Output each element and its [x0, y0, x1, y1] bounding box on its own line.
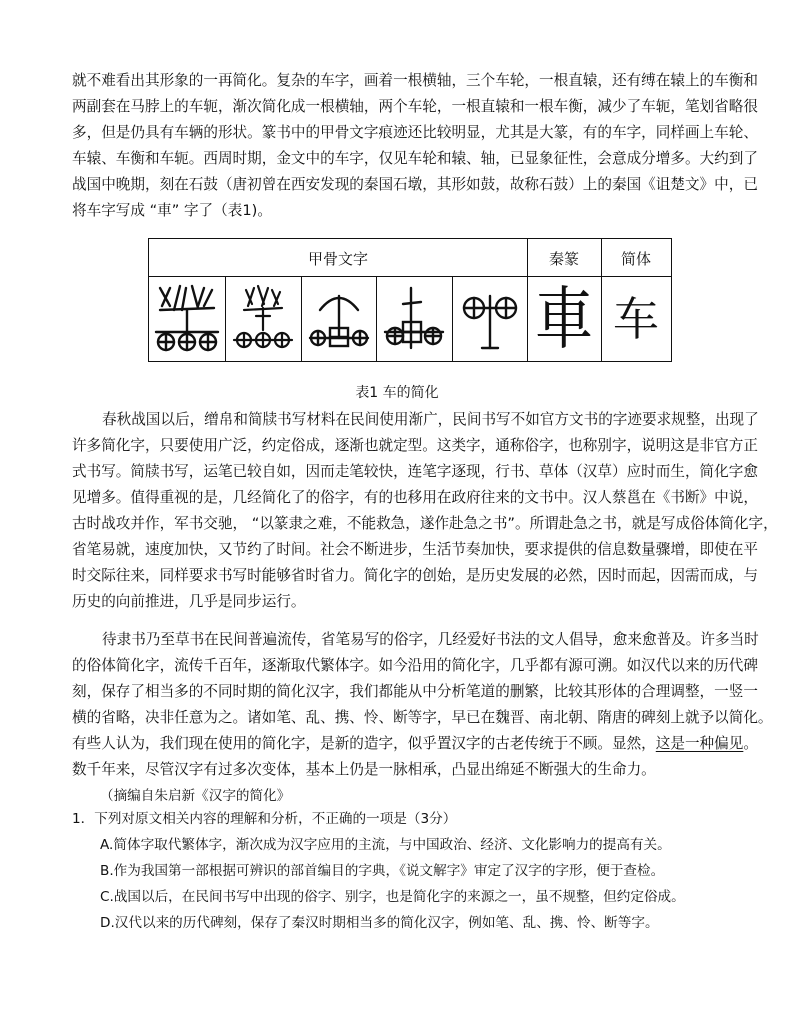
oracle-glyph-1 [149, 277, 225, 361]
option-c[interactable]: C.战国以后，在民间书写中出现的俗字、别字，也是简化字的来源之一，虽不规整，但约定俗成。 [100, 889, 685, 905]
seal-char: 車 [534, 278, 593, 360]
text-line: 省笔易就，速度加快，又节约了时间。社会不断进步，生活节奏加快，要求提供的信息数量骤增，即使在平 [72, 541, 758, 558]
underlined-phrase: 这是一种偏见 [655, 735, 744, 752]
simple-char: 车 [613, 292, 659, 346]
paragraph-3 [72, 627, 773, 783]
question-1 [72, 806, 732, 936]
text-line: 车辕、车衡和车轭。西周时期，金文中的车字，仅见车轮和辕、轴，已显象征性，会意成分增多。大约到了 [72, 150, 758, 167]
text-line: 许多简化字，只要使用广泛，约定俗成，逐渐也就定型。这类字，通称俗字，也称别字，说明这是非官方正 [72, 437, 758, 454]
text-line: 多，但是仍具有车辆的形状。篆书中的甲骨文字痕迹还比较明显，尤其是大篆，有的车字，同样画上车轮、 [72, 124, 758, 141]
text-line: 见增多。值得重视的是，几经简化了的俗字，有的也移用在政府往来的文书中。汉人蔡邕在《书断》中说， [72, 489, 758, 506]
option-a[interactable]: A.简体字取代繁体字，渐次成为汉字应用的主流，与中国政治、经济、文化影响力的提高有关。 [100, 837, 671, 853]
text-line: 历史的向前推进，几乎是同步运行。 [72, 593, 306, 610]
text-line: 横的省略，决非任意为之。诸如笔、乱、携、怜、断等字，早已在魏晋、南北朝、隋唐的碑刻上就予以简化。 [72, 709, 773, 726]
header-seal: 秦篆 [548, 249, 579, 268]
question-stem: 1．下列对原文相关内容的理解和分析，不正确的一项是（3分） [72, 811, 457, 827]
top-paragraph [72, 68, 758, 224]
text-line: 将车字写成 “車” 字了（表1)。 [72, 202, 272, 219]
header-oracle-bone: 甲骨文字 [307, 249, 368, 268]
text-line: 两副套在马脖上的车轭，渐次简化成一根横轴，两个车轮，一根直辕和一根车衡，减少了车轭，笔划省略很 [72, 98, 758, 115]
source-text: （摘编自朱启新《汉字的简化》 [100, 788, 291, 804]
text-line: 古时战攻并作，军书交驰， “以篆隶之难，不能救急，遂作赴急之书”。所谓赴急之书，就是写成俗体简化字， [72, 515, 778, 532]
oracle-glyph-5 [452, 277, 527, 361]
header-simplified: 简体 [620, 249, 651, 268]
text-line: 就不难看出其形象的一再简化。复杂的车字，画着一根横轴，三个车轮，一根直辕，还有缚在辕上的车衡和 [72, 72, 758, 89]
text-line: 待隶书乃至草书在民间普遍流传，省笔易写的俗字，几经爱好书法的文人倡导，愈来愈普及。许多当时 [102, 631, 759, 648]
table-caption: 表1 车的简化 [355, 385, 439, 401]
text-line: 数千年来，尽管汉字有过多次变体，基本上仍是一脉相承，凸显出绵延不断强大的生命力。 [72, 761, 656, 778]
text-line: 春秋战国以后，缯帛和简牍书写材料在民间使用渐广，民间书写不如官方文书的字迹要求规整，出现了 [102, 411, 759, 428]
text-line: 时交际往来，同样要求书写时能够省时省力。简化字的创始，是历史发展的必然，因时而起，因需而成，与 [72, 567, 758, 584]
source-note [100, 784, 290, 808]
text-line: 式书写。简牍书写，运笔已较自如，因而走笔较快，连笔字逐现，行书、草体（汉草）应时而生，简化字愈 [72, 463, 758, 480]
oracle-glyph-3 [301, 277, 376, 361]
oracle-glyph-4 [376, 277, 452, 361]
text-segment: 有些人认为，我们现在使用的简化字，是新的造字，似乎置汉字的古老传统于不顾。显然， [72, 735, 656, 752]
simplified-glyph [601, 277, 671, 361]
option-d[interactable]: D.汉代以来的历代碑刻，保存了秦汉时期相当多的简化汉字，例如笔、乱、携、怜、断等字。 [100, 915, 659, 931]
text-segment: 。 [743, 735, 758, 752]
oracle-glyph-2 [225, 277, 301, 361]
paragraph-2 [72, 407, 778, 615]
text-line: 战国中晚期，刻在石鼓（唐初曾在西安发现的秦国石墩，其形如鼓，故称石鼓）上的秦国《诅楚文》中，已 [72, 176, 758, 193]
option-b[interactable]: B.作为我国第一部根据可辨识的部首编目的字典，《说文解字》审定了汉字的字形，便于查检。 [100, 863, 665, 879]
text-line: 的俗体简化字，流传千百年，逐渐取代繁体字。如今沿用的简化字，几乎都有源可溯。如汉代以来的历代碑 [72, 657, 758, 674]
text-line [72, 731, 758, 757]
seal-script-glyph [527, 277, 601, 361]
character-table [148, 238, 672, 362]
text-line: 刻，保存了相当多的不同时期的简化汉字，我们都能从中分析笔道的删繁，比较其形体的合理调整，一竖一 [72, 683, 758, 700]
